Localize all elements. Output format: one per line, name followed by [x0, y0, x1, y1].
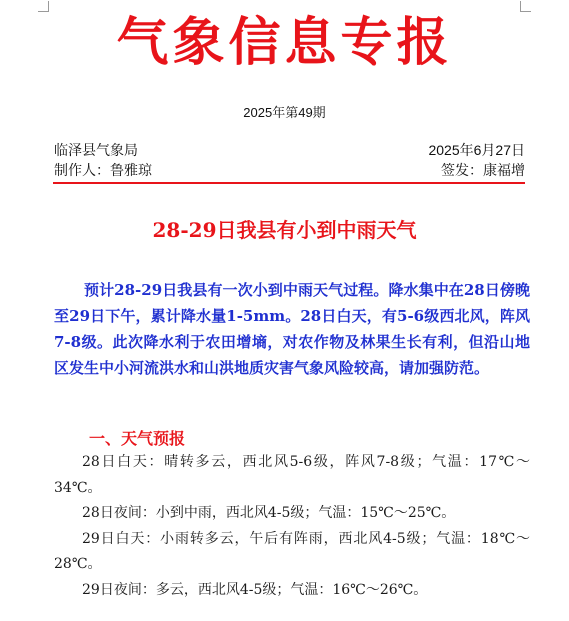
- summary-paragraph: 预计28-29日我县有一次小到中雨天气过程。降水集中在28日傍晚至29日下午，累计降水量1-5mm。28日白天，有5-6级西北风，阵风7-8级。此次降水利于农田增墒，对农作物及林果生长有利，但沿山地区发生中小河流洪水和山洪地质灾害气象风险较高，请加强防范。: [54, 281, 530, 377]
- issue-number: 2025年第49期: [243, 105, 326, 120]
- page-corner-mark-right: [520, 1, 531, 12]
- meta-row-1: [54, 140, 525, 160]
- issuing-organization: 临泽县气象局: [54, 142, 138, 158]
- red-divider: [53, 182, 525, 184]
- forecast-item: 28日白天：晴转多云，西北风5-6级，阵风7-8级；气温：17℃～34℃。: [54, 454, 530, 496]
- section-title-forecast: 一、天气预报: [89, 429, 186, 448]
- masthead-title: 气象信息专报: [116, 13, 453, 73]
- page-corner-mark-left: [38, 1, 49, 12]
- meta-row-2: [54, 160, 525, 180]
- forecast-item: 28日夜间：小到中雨，西北风4-5级；气温：15℃～25℃。: [82, 505, 456, 521]
- author: 制作人：鲁雅琼: [54, 162, 152, 178]
- headline: 28-29日我县有小到中雨天气: [152, 218, 417, 242]
- forecast-item: 29日夜间：多云，西北风4-5级；气温：16℃～26℃。: [82, 581, 428, 598]
- issue-date: 2025年6月27日: [428, 142, 525, 158]
- forecast-item: 29日白天：小雨转多云，午后有阵雨，西北风4-5级；气温：18℃～28℃。: [54, 530, 530, 572]
- forecast-list: [54, 450, 530, 603]
- signer: 签发：康福增: [441, 162, 525, 178]
